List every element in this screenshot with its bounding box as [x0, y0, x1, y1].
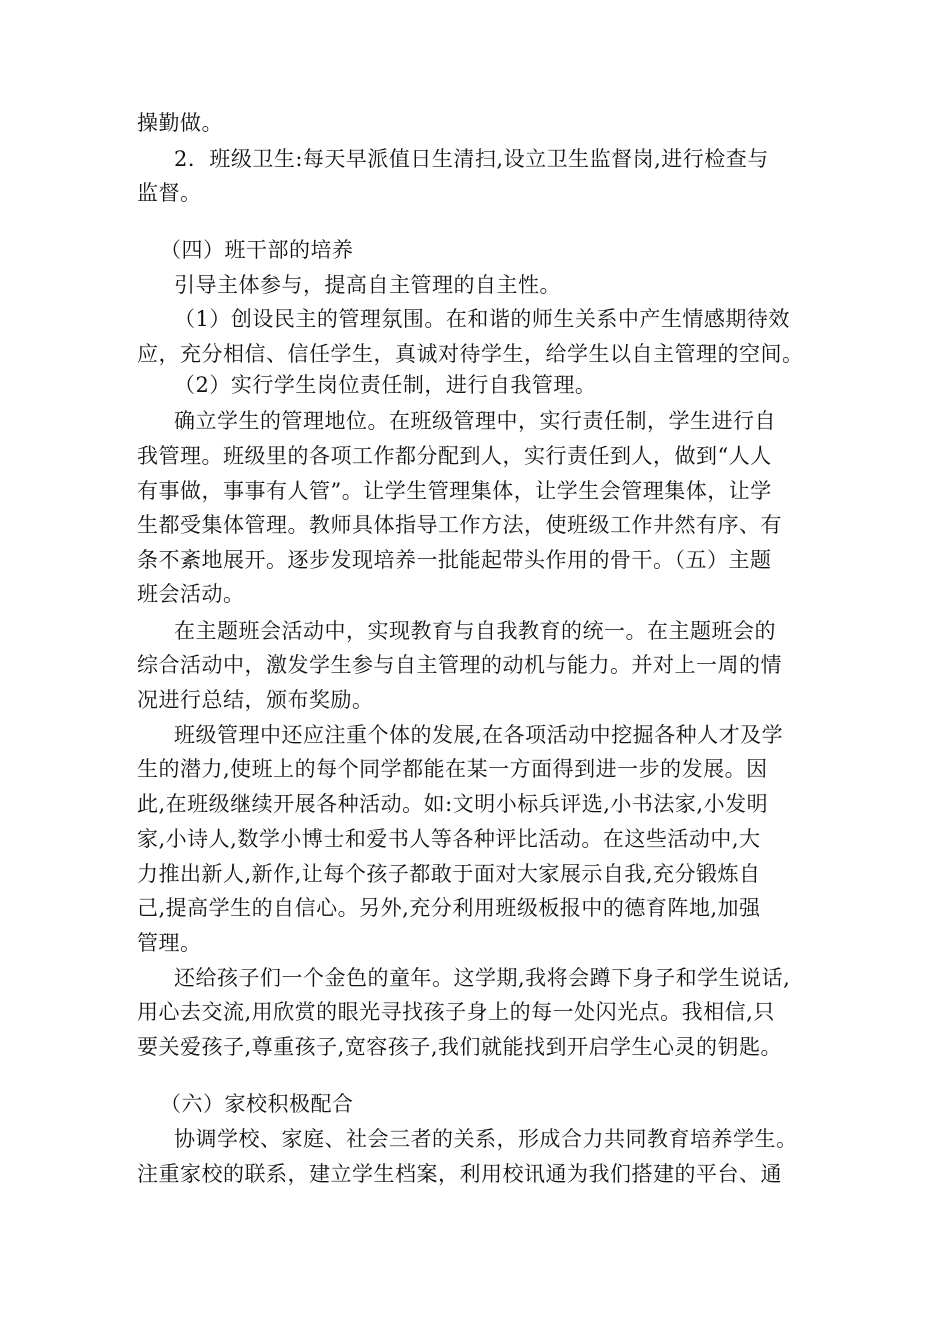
text-line: 此,在班级继续开展各种活动。如:文明小标兵评选,小书法家,小发明: [137, 792, 769, 816]
text-line: 己,提高学生的自信心。另外,充分利用班级板报中的德育阵地,加强: [137, 896, 761, 920]
text-line: 确立学生的管理地位。在班级管理中，实行责任制，学生进行自: [174, 409, 776, 433]
text-line: 还给孩子们一个金色的童年。这学期,我将会蹲下身子和学生说话,: [174, 966, 791, 990]
text-line: 2．班级卫生:每天早派值日生清扫,设立卫生监督岗,进行检查与: [174, 147, 769, 171]
text-line: （1）创设民主的管理氛围。在和谐的师生关系中产生情感期待效: [174, 307, 790, 331]
section-heading: （四）班干部的培养: [160, 238, 354, 262]
text-line: 家,小诗人,数学小博士和爱书人等各种评比活动。在这些活动中,大: [137, 827, 761, 851]
text-line: （2）实行学生岗位责任制，进行自我管理。: [174, 373, 597, 397]
text-line: 引导主体参与，提高自主管理的自主性。: [174, 273, 561, 297]
text-line: 我管理。班级里的各项工作都分配到人，实行责任到人，做到“人人: [137, 444, 772, 468]
text-line: 要关爱孩子,尊重孩子,宽容孩子,我们就能找到开启学生心灵的钥匙。: [137, 1035, 783, 1059]
text-line: 有事做，事事有人管”。让学生管理集体，让学生会管理集体，让学: [137, 479, 772, 503]
text-line: 管理。: [137, 931, 202, 955]
text-line: 况进行总结，颁布奖励。: [137, 688, 374, 712]
text-line: 班会活动。: [137, 582, 245, 606]
text-line: 生都受集体管理。教师具体指导工作方法，使班级工作井然有序、有: [137, 513, 782, 537]
text-line: 用心去交流,用欣赏的眼光寻找孩子身上的每一处闪光点。我相信,只: [137, 1000, 775, 1024]
text-line: 条不紊地展开。逐步发现培养一批能起带头作用的骨干。（五）主题: [137, 548, 772, 572]
text-line: 协调学校、家庭、社会三者的关系，形成合力共同教育培养学生。: [174, 1127, 798, 1151]
text-line: 注重家校的联系，建立学生档案，利用校讯通为我们搭建的平台、通: [137, 1162, 782, 1186]
text-line: 在主题班会活动中，实现教育与自我教育的统一。在主题班会的: [174, 619, 776, 643]
text-line: 生的潜力,使班上的每个同学都能在某一方面得到进一步的发展。因: [137, 757, 768, 781]
text-line: 班级管理中还应注重个体的发展,在各项活动中挖掘各种人才及学: [174, 723, 784, 747]
text-line: 应，充分相信、信任学生，真诚对待学生，给学生以自主管理的空间。: [137, 342, 804, 366]
text-line: 力推出新人,新作,让每个孩子都敢于面对大家展示自我,充分锻炼自: [137, 862, 761, 886]
text-line: 监督。: [137, 181, 202, 205]
section-heading: （六）家校积极配合: [160, 1092, 354, 1116]
text-line: 操勤做。: [137, 111, 223, 135]
text-line: 综合活动中，激发学生参与自主管理的动机与能力。并对上一周的情: [137, 653, 782, 677]
